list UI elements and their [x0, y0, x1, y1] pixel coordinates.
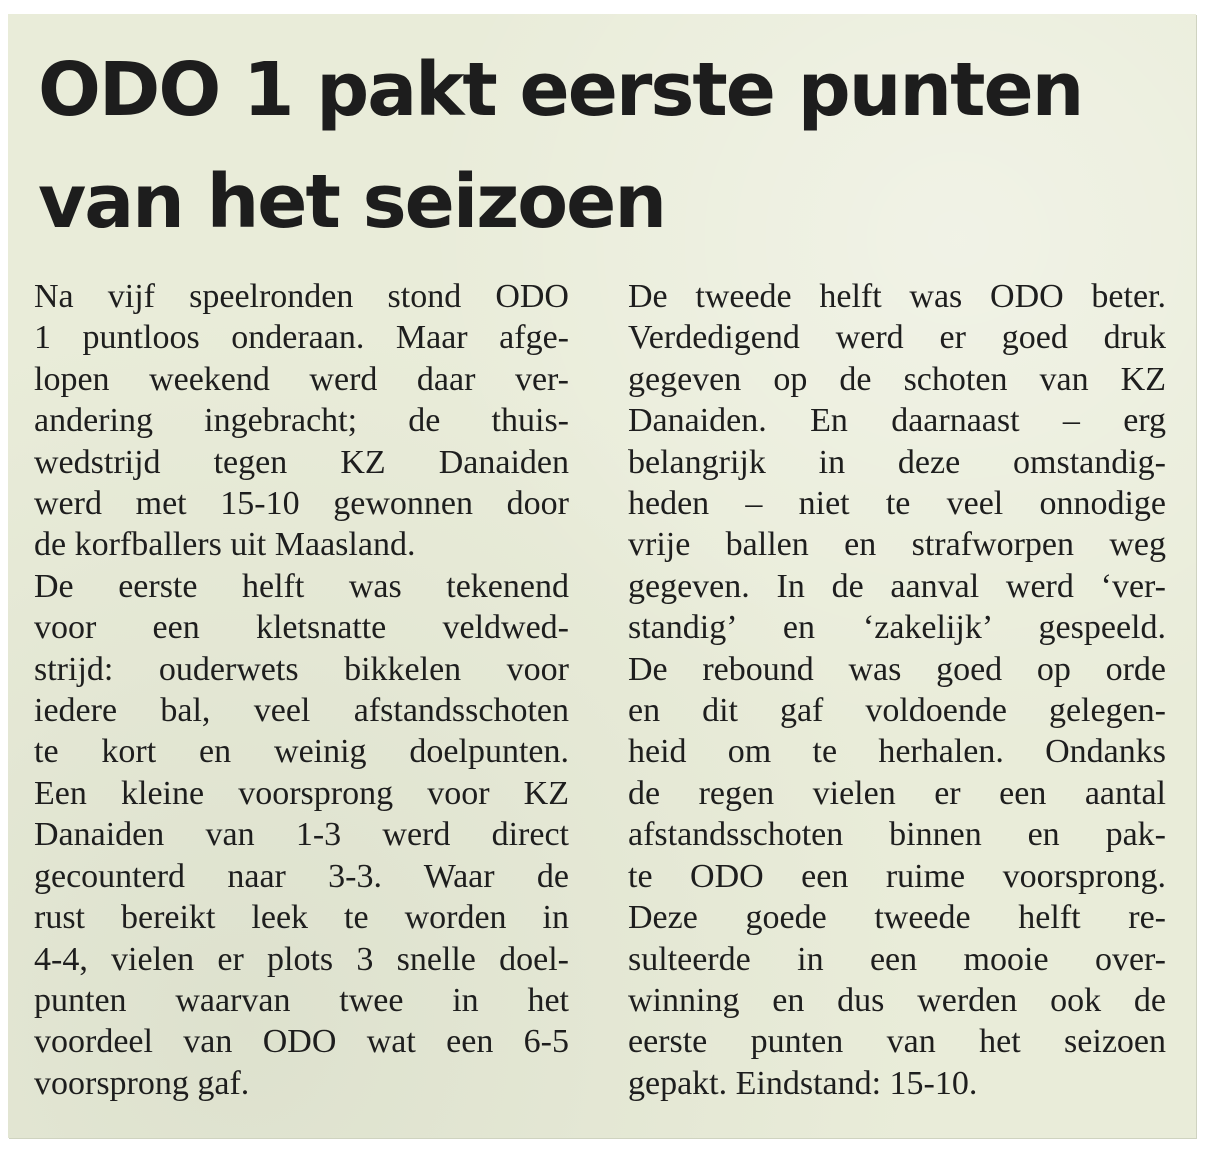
article-text-line: Een kleine voorsprong voor KZ: [34, 774, 569, 812]
article-text-line: Deze goede tweede helft re-: [628, 899, 1166, 937]
article-text-line: en dit gaf voldoende gelegen-: [628, 692, 1166, 730]
article-text-line: winning en dus werden ook de: [628, 981, 1166, 1019]
article-text-line: 4-4, vielen er plots 3 snelle doel-: [34, 940, 569, 978]
headline-line: van het seizoen: [38, 159, 666, 245]
article-text-line: heden – niet te veel onnodige: [628, 485, 1166, 523]
article-text-line: De tweede helft was ODO beter.: [628, 278, 1166, 315]
article-text-line: belangrijk in deze omstandig-: [628, 443, 1166, 481]
article-text-line: lopen weekend werd daar ver-: [34, 360, 569, 398]
article-headline: [38, 34, 1168, 258]
article-text-line: Danaiden. En daarnaast – erg: [628, 402, 1166, 440]
article-text-line: de regen vielen er een aantal: [628, 774, 1166, 812]
article-text-line: punten waarvan twee in het: [34, 981, 569, 1019]
article-text-line: gepakt. Eindstand: 15-10.: [628, 1064, 978, 1102]
article-text-line: afstandsschoten binnen en pak-: [628, 816, 1166, 854]
article-text-line: iedere bal, veel afstandsschoten: [34, 692, 569, 730]
article-text-line: strijd: ouderwets bikkelen voor: [34, 650, 569, 688]
article-text-line: Danaiden van 1-3 werd direct: [34, 816, 569, 854]
article-text-line: te ODO een ruime voorsprong.: [628, 857, 1166, 895]
article-text-line: De eerste helft was tekenend: [34, 567, 569, 605]
article-text-line: eerste punten van het seizoen: [628, 1023, 1166, 1061]
article-text-line: sulteerde in een mooie over-: [628, 940, 1166, 978]
article-text-line: voor een kletsnatte veldwed-: [34, 609, 569, 647]
article-text-line: Na vijf speelronden stond ODO: [34, 278, 569, 315]
article-text-line: voordeel van ODO wat een 6-5: [34, 1023, 569, 1061]
article-text-line: te kort en weinig doelpunten.: [34, 733, 569, 771]
article-text-line: De rebound was goed op orde: [628, 650, 1166, 688]
article-text-line: voorsprong gaf.: [34, 1064, 250, 1102]
article-text-line: heid om te herhalen. Ondanks: [628, 733, 1166, 771]
article-text-line: wedstrijd tegen KZ Danaiden: [34, 443, 569, 481]
newspaper-clipping: [8, 14, 1196, 1138]
article-text-line: gecounterd naar 3-3. Waar de: [34, 857, 569, 895]
article-column-left: [34, 276, 569, 1104]
article-column-right: [628, 276, 1166, 1104]
article-text-line: gegeven. In de aanval werd ‘ver-: [628, 567, 1166, 605]
article-text-line: 1 puntloos onderaan. Maar afge-: [34, 319, 569, 357]
article-text-line: rust bereikt leek te worden in: [34, 899, 569, 937]
article-text-line: Verdedigend werd er goed druk: [628, 319, 1166, 357]
article-text-line: gegeven op de schoten van KZ: [628, 360, 1166, 398]
headline-line: ODO 1 pakt eerste punten: [38, 47, 1083, 133]
article-text-line: andering ingebracht; de thuis-: [34, 402, 569, 440]
article-text-line: vrije ballen en strafworpen weg: [628, 526, 1166, 564]
article-text-line: de korfballers uit Maasland.: [34, 526, 416, 564]
article-text-line: standig’ en ‘zakelijk’ gespeeld.: [628, 609, 1166, 647]
article-text-line: werd met 15-10 gewonnen door: [34, 485, 569, 523]
